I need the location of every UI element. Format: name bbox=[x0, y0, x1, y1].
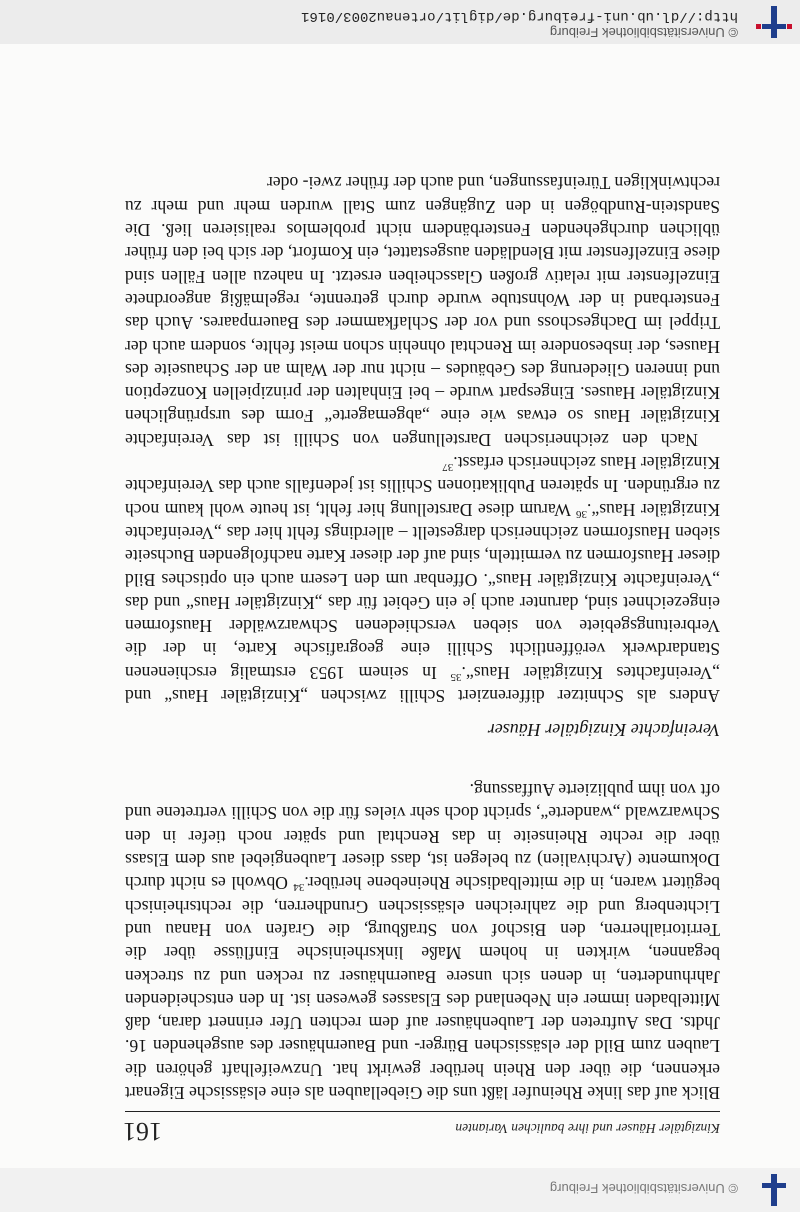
viewer-toolbar bbox=[0, 0, 800, 44]
footnote-marker: 37 bbox=[442, 460, 454, 473]
paragraph: Nach den zeichnerischen Darstellungen von Schilli ist das Vereinfachte Kinzigtäler Haus so etwas wie eine „abgemagerte“ Form des ursprünglichen Kinzigtäler Hauses. Eingespart wurde – bei Einhalten der prinzipiellen Konzeption und inneren Gliederung des Gebäudes – nicht nur der Walm an der Schauseite des Hauses, der insbesondere im Renchtal ohnehin schon meist fehlte, sondern auch der Trippel im Dachgeschoss und vor der Schlafkammer des Bauernpaares. Auch das Fensterband in der Wohnstube wurde durch getrennte, regelmäßig angeordnete Einzelfenster mit relativ großen Glasscheiben ersetzt. In nahezu allen Fällen sind diese Einzelfenster mit Blendläden ausgestattet, ein Komfort, der sich bei den früher üblichen durchgehenden Fensterbändern nicht problemlos realisieren ließ. Die Sandstein-Rundbögen in den Zugängen zum Stall wurden mehr und mehr zu rechtwinkligen Türeinfassungen, und auch der früher zwei- oder bbox=[125, 173, 720, 450]
body-text-block-2 bbox=[125, 171, 720, 707]
viewer-footer bbox=[0, 1168, 800, 1212]
footnote-marker: 36 bbox=[576, 507, 588, 520]
university-logo-icon bbox=[756, 1174, 792, 1206]
footnote-marker: 34 bbox=[293, 881, 305, 894]
paragraph bbox=[125, 451, 720, 707]
copyright-notice: © Universitätsbibliothek Freiburg bbox=[549, 25, 738, 40]
body-text-block-1 bbox=[125, 778, 720, 1104]
running-head bbox=[123, 1111, 720, 1146]
page-number: 161 bbox=[123, 1117, 162, 1146]
document-url-link[interactable]: http://dl.ub.uni-freiburg.de/diglit/ortenau2003/0161 bbox=[301, 8, 738, 24]
paragraph-text: In seinem 1953 erstmalig erschienenen Standardwerk veröffentlicht Schilli eine geografische Karte, in der die Verbreitungsgebiete von sieben verschiedenen Schwarzwälder Hausformen eingezeichnet sind, darunter auch je ein Gebiet für das „Kinzigtäler Haus“ und das „Vereinfachte Kinzigtäler Haus“. Offenbar um den Lesern auch ein optisches Bild dieser Hausformen zu vermitteln, sind auf der dieser Karte nachfolgenden Buchseite sieben Hausformen zeichnerisch dargestellt – allerdings fehlt hier das „Vereinfachte Kinzigtäler Haus“. bbox=[125, 499, 720, 683]
running-title: Kinzigtäler Häuser und ihre baulichen Varianten bbox=[455, 1121, 720, 1136]
paragraph-text: Warum diese Darstellung hier fehlt, ist heute wohl kaum noch zu ergründen. In späteren Publikationen Schillis ist jedenfalls auch das Vereinfachte Kinzigtäler Haus zeichnerisch erfasst. bbox=[124, 453, 720, 520]
footnote-marker: 35 bbox=[450, 670, 462, 683]
copyright-notice: © Universitätsbibliothek Freiburg bbox=[549, 1181, 738, 1196]
section-heading: Vereinfachte Kinzigtäler Häuser bbox=[487, 720, 720, 740]
paragraph-text: Obwohl es nicht durch Dokumente (Archivalien) zu belegen ist, dass dieser Laubengiebel aus dem Elsass über die rechte Rheinseite in das Renchtal und später noch tiefer in den Schwarzwald „wanderte“, spricht doch sehr vieles für die von Schilli vertretene und oft von ihm publizierte Auffassung. bbox=[124, 780, 720, 894]
paragraph bbox=[125, 778, 720, 1104]
paragraph-text: Anders als Schnitzer differenziert Schilli zwischen „Kinzigtäler Haus“ und „Vereinfachtes Kinzigtäler Haus“. bbox=[125, 662, 720, 706]
paragraph-text: Blick auf das linke Rheinufer läßt uns die Giebellauben als eine elsässische Eigenart erkennen, die über den Rhein herüber gewirkt hat. Unzweifelhaft gehören die Lauben zum Bild der elsässischen Bürger- und Bauernhäuser des ausgehenden 16. Jhdts. Das Auftreten der Laubenhäuser auf dem rechten Ufer erinnert daran, daß Mittelbaden immer ein Nebenland des Elsasses gewesen ist. In den entscheidenden Jahrhunderten, in denen sich unsere Bauernhäuser zu recken und zu strecken begannen, wirkten in hohem Maße linksrheinische Einflüsse über die Territorialherren, den Bischof von Straßburg, die Grafen von Hanau und Lichtenberg und die zahlreichen elsässischen Grundherren, die rechtsrheinisch begütert waren, in die mittelbadische Rheinebene herüber. bbox=[125, 873, 720, 1103]
university-logo-icon bbox=[756, 6, 792, 38]
